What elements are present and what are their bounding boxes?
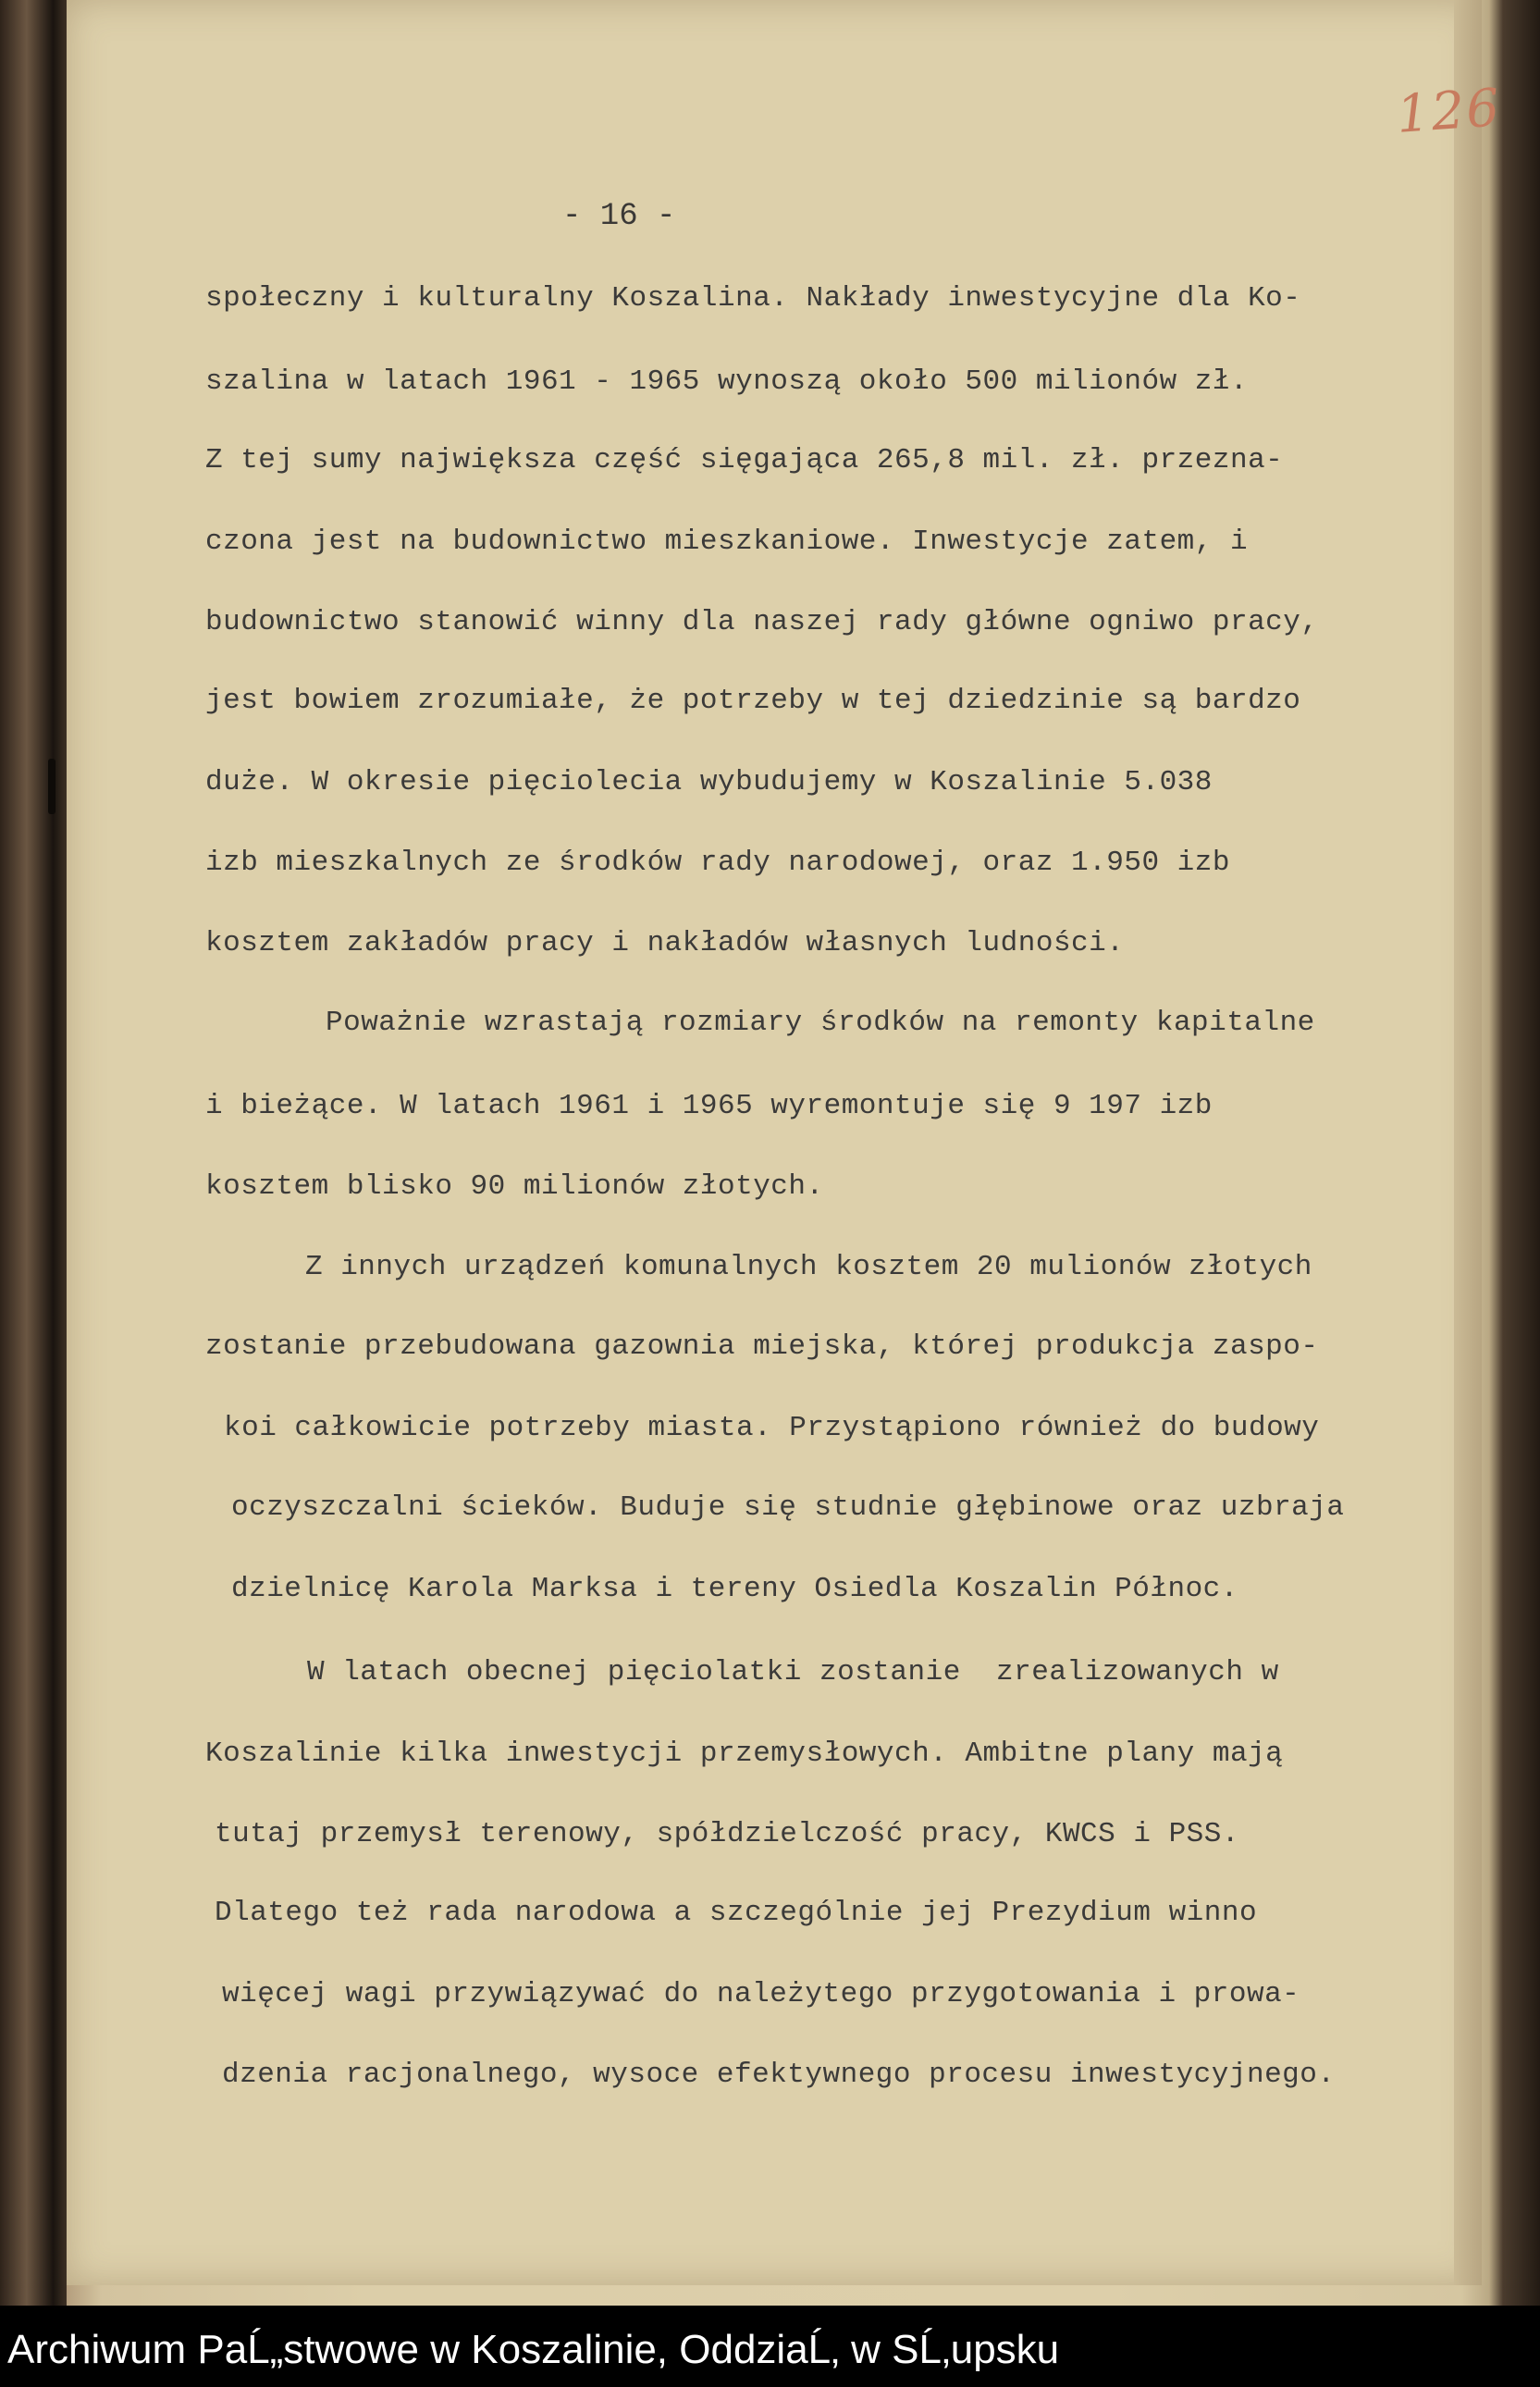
text-line: szalina w latach 1961 - 1965 wynoszą około 500 milionów zł. — [205, 365, 1249, 398]
text-line: koi całkowicie potrzeby miasta. Przystąpiono również do budowy — [224, 1412, 1320, 1444]
text-line: oczyszczalni ścieków. Buduje się studnie głębinowe oraz uzbraja — [231, 1491, 1345, 1524]
text-line: Z tej sumy największa część sięgająca 265,8 mil. zł. przezna- — [205, 444, 1284, 476]
text-line: budownictwo stanowić winny dla naszej rady główne ogniwo pracy, — [205, 606, 1319, 638]
text-line: więcej wagi przywiązywać do należytego przygotowania i prowa- — [222, 1978, 1300, 2010]
text-line: społeczny i kulturalny Koszalina. Nakłady inwestycyjne dla Ko- — [205, 282, 1301, 315]
text-line: tutaj przemysł terenowy, spółdzielczość pracy, KWCS i PSS. — [215, 1818, 1239, 1850]
archive-number: 126 — [1394, 78, 1504, 145]
text-line: kosztem blisko 90 milionów złotych. — [205, 1170, 824, 1203]
text-line: Dlatego też rada narodowa a szczególnie jej Prezydium winno — [215, 1897, 1258, 1929]
text-line: dzenia racjonalnego, wysoce efektywnego procesu inwestycyjnego. — [222, 2059, 1336, 2091]
text-line: duże. W okresie pięciolecia wybudujemy w Koszalinie 5.038 — [205, 766, 1213, 798]
text-line: dzielnicę Karola Marksa i tereny Osiedla Koszalin Północ. — [231, 1573, 1238, 1605]
archive-caption: Archiwum PaĹ„stwowe w Koszalinie, OddziaĹ‚ w SĹ‚upsku — [7, 2327, 1060, 2372]
text-line: zostanie przebudowana gazownia miejska, której produkcja zaspo- — [205, 1330, 1319, 1363]
binding-mark — [48, 759, 55, 814]
text-line: i bieżące. W latach 1961 i 1965 wyremontuje się 9 197 izb — [205, 1090, 1213, 1122]
document-page — [67, 0, 1482, 2285]
text-line: Koszalinie kilka inwestycji przemysłowych. Ambitne plany mają — [205, 1738, 1284, 1770]
text-line: W latach obecnej pięciolatki zostanie zrealizowanych w — [307, 1656, 1279, 1688]
text-line: Z innych urządzeń komunalnych kosztem 20 mulionów złotych — [305, 1251, 1312, 1283]
text-line: czona jest na budownictwo mieszkaniowe. Inwestycje zatem, i — [205, 526, 1249, 558]
text-line: jest bowiem zrozumiałe, że potrzeby w tej dziedzinie są bardzo — [205, 685, 1301, 717]
text-line: kosztem zakładów pracy i nakładów własnych ludności. — [205, 927, 1125, 959]
book-binding — [0, 0, 67, 2306]
page-edge — [1454, 0, 1482, 2285]
text-line: Poważnie wzrastają rozmiary środków na remonty kapitalne — [326, 1007, 1315, 1039]
text-line: izb mieszkalnych ze środków rady narodowej, oraz 1.950 izb — [205, 847, 1230, 879]
page-number: - 16 - — [562, 199, 676, 234]
